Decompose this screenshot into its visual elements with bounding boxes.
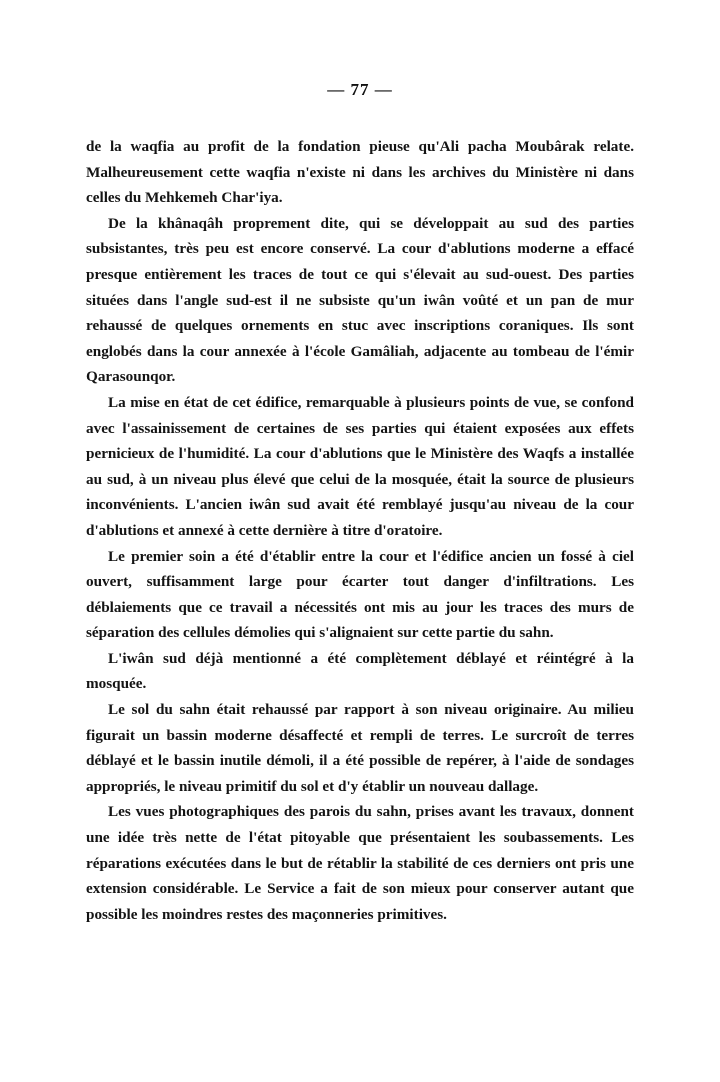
paragraph: Le premier soin a été d'établir entre la cour et l'édifice ancien un fossé à ciel ouvert, suffisamment large pour écarter tout danger d'infiltrations. Les déblaiements que ce travail a nécessités ont mis au jour les traces des murs de séparation des cellules démolies qui s'alignaient sur cette partie du sahn. (86, 547, 634, 642)
paragraph: La mise en état de cet édifice, remarquable à plusieurs points de vue, se confond avec l'assainissement de certaines de ses parties qui étaient exposées aux effets pernicieux de l'humidité. La cour d'ablutions que le Ministère des Waqfs a installée au sud, à un niveau plus élevé que celui de la mosquée, était la source de plusieurs inconvénients. L'ancien iwân sud avait été remblayé jusqu'au niveau de la cour d'ablutions et annexé à cette dernière à titre d'oratoire. (86, 393, 634, 539)
page-body (86, 134, 634, 927)
paragraph: Les vues photographiques des parois du sahn, prises avant les travaux, donnent une idée très nette de l'état pitoyable que présentaient les soubassements. Les réparations exécutées dans le but de rétablir la stabilité de ces derniers ont pris une extension considérable. Le Service a fait de son mieux pour conserver autant que possible les moindres restes des maçonneries primitives. (86, 803, 634, 923)
paragraph: Le sol du sahn était rehaussé par rapport à son niveau originaire. Au milieu figurait un bassin moderne désaffecté et rempli de terres. Le surcroît de terres déblayé et le bassin inutile démoli, il a été possible de repérer, à l'aide de sondages appropriés, le niveau primitif du sol et d'y établir un nouveau dallage. (86, 701, 634, 795)
paragraph: De la khânaqâh proprement dite, qui se développait au sud des parties subsistantes, très peu est encore conservé. La cour d'ablutions moderne a effacé presque entièrement les traces de tout ce qui s'élevait au sud-ouest. Des parties situées dans l'angle sud-est il ne subsiste qu'un iwân voûté et un pan de mur rehaussé de quelques ornements en stuc avec inscriptions coraniques. Ils sont englobés dans la cour annexée à l'école Gamâliah, adjacente au tombeau de l'émir Qarasounqor. (86, 214, 634, 386)
page-number: — 77 — (327, 80, 393, 99)
paragraph: de la waqfia au profit de la fondation pieuse qu'Ali pacha Moubârak relate. Malheureusement cette waqfia n'existe ni dans les archives du Ministère ni dans celles du Mehkemeh Char'iya. (86, 138, 634, 207)
paragraph: L'iwân sud déjà mentionné a été complètement déblayé et réintégré à la mosquée. (86, 649, 634, 693)
